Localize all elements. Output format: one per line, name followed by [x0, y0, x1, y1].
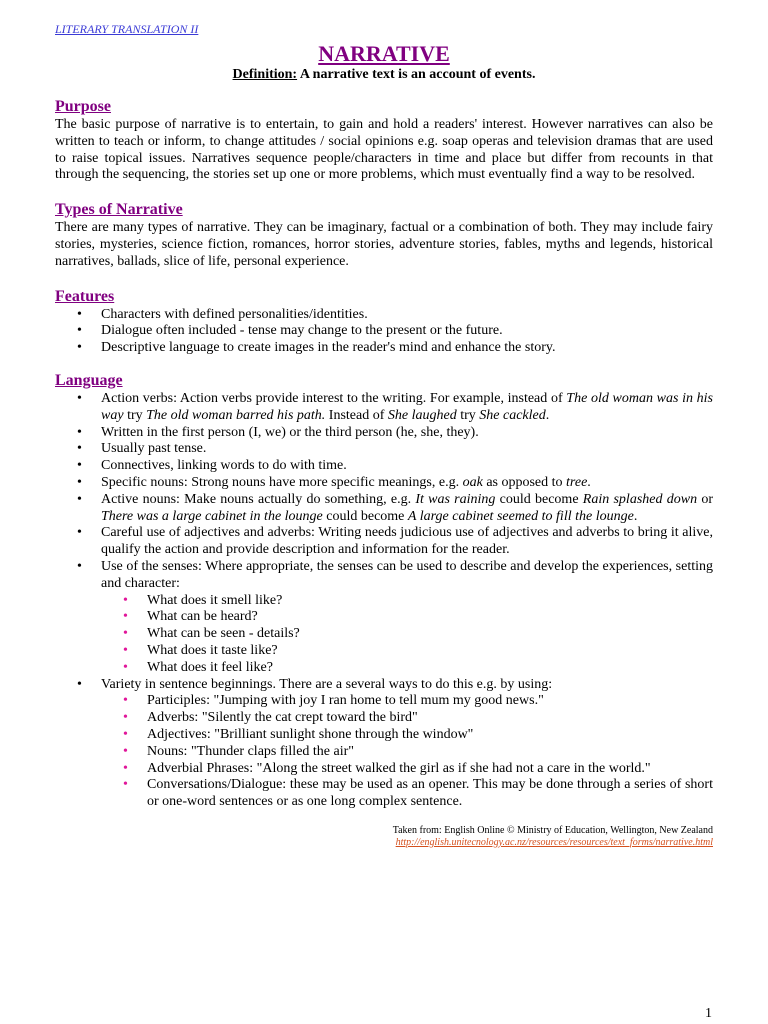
list-item: • Nouns: "Thunder claps filled the air"	[147, 744, 713, 761]
list-item: • Adverbs: "Silently the cat crept toward the bird"	[147, 710, 713, 727]
list-item: • Participles: "Jumping with joy I ran home to tell mum my good news."	[147, 693, 713, 710]
text-run: try	[123, 407, 147, 423]
list-item: • Dialogue often included - tense may change to the present or the future.	[101, 323, 713, 340]
senses-sublist	[101, 593, 713, 677]
text-run: Active nouns: Make nouns actually do something, e.g.	[101, 491, 416, 507]
features-heading: Features	[55, 287, 115, 305]
text-run: She laughed	[387, 407, 457, 423]
list-item: • Conversations/Dialogue: these may be used as an opener. This may be done through a series of short or one-word sentences or as one long complex sentence.	[147, 777, 713, 811]
language-list	[55, 391, 713, 811]
list-item: • Descriptive language to create images in the reader's mind and enhance the story.	[101, 340, 713, 357]
text-run: could become	[322, 508, 408, 524]
list-item: • Characters with defined personalities/identities.	[101, 307, 713, 324]
text-run: A large cabinet seemed to fill the lounge	[407, 508, 634, 524]
variety-sublist	[101, 693, 713, 811]
text-run: .	[587, 474, 591, 490]
definition-label: Definition:	[232, 67, 298, 82]
action-verbs-item	[101, 391, 713, 425]
list-item: • Adverbial Phrases: "Along the street walked the girl as if she had not a care in the world."	[147, 761, 713, 778]
source-attribution	[55, 825, 713, 849]
variety-item	[101, 677, 713, 811]
text-run: Instead of	[325, 407, 388, 423]
text-run: The old woman barred his path.	[146, 407, 326, 423]
purpose-text: The basic purpose of narrative is to entertain, to gain and hold a readers' interest. However narratives can also be written to teach or inform, to change attitudes / social opinions e.g. soap operas and television dramas that are used to raise topical issues. Narratives sequence people/characters in time and place but differ from recounts in that through the sequencing, the stories set up one or more problems, which must eventually find a way to be resolved.	[55, 117, 713, 183]
list-item: • Connectives, linking words to do with time.	[101, 458, 713, 475]
list-item: • Written in the first person (I, we) or the third person (he, she, they).	[101, 425, 713, 442]
course-header-link[interactable]: LITERARY TRANSLATION II	[55, 22, 199, 36]
list-item: • Adjectives: "Brilliant sunlight shone through the window"	[147, 727, 713, 744]
list-item: • Usually past tense.	[101, 441, 713, 458]
types-text: There are many types of narrative. They can be imaginary, factual or a combination of both. They may include fairy stories, mysteries, science fiction, romances, horror stories, adventure stories, fables, myths and legends, historical narratives, ballads, slice of life, personal experience.	[55, 220, 713, 269]
text-run: as opposed to	[482, 474, 567, 490]
specific-nouns-item	[101, 475, 713, 492]
text-run: Specific nouns: Strong nouns have more specific meanings, e.g.	[101, 474, 463, 490]
list-item: • What can be heard?	[147, 609, 713, 626]
text-run: Action verbs: Action verbs provide interest to the writing. For example, instead of	[101, 390, 567, 406]
senses-item	[101, 559, 713, 677]
text-run: or	[697, 491, 713, 507]
source-text: Taken from: English Online © Ministry of Education, Wellington, New Zealand	[392, 824, 713, 836]
list-item: • What does it smell like?	[147, 593, 713, 610]
list-item: • What does it feel like?	[147, 660, 713, 677]
list-item: • What can be seen - details?	[147, 626, 713, 643]
text-run: .	[545, 407, 550, 423]
active-nouns-item	[101, 492, 713, 526]
list-item: • What does it taste like?	[147, 643, 713, 660]
source-url-link[interactable]: http://english.unitecnology.ac.nz/resources/resources/text_forms/narrative.html	[395, 836, 713, 848]
list-item: • Careful use of adjectives and adverbs: Writing needs judicious use of adjectives and adverbs to bring it alive, qualify the action and provide description and information for the reader.	[101, 525, 713, 559]
text-run: The old woman was in his way	[101, 390, 713, 423]
text-run: She cackled	[479, 407, 546, 423]
document-page	[55, 20, 713, 849]
purpose-heading: Purpose	[55, 98, 111, 115]
senses-text: Use of the senses: Where appropriate, the senses can be used to describe and develop the experiences, setting and character:	[101, 558, 713, 591]
text-run: .	[633, 508, 638, 524]
page-title: NARRATIVE	[318, 41, 450, 66]
page-number: 1	[705, 1006, 712, 1021]
language-heading: Language	[55, 371, 123, 389]
text-run: try	[456, 407, 480, 423]
features-list	[55, 307, 713, 357]
definition-text: A narrative text is an account of events.	[297, 67, 536, 82]
types-heading: Types of Narrative	[55, 201, 183, 219]
text-run: It was raining	[415, 491, 496, 507]
text-run: could become	[495, 491, 583, 507]
definition	[55, 67, 713, 83]
text-run: There was a large cabinet in the lounge	[101, 508, 323, 524]
text-run: oak	[462, 474, 483, 490]
text-run: Rain splashed down	[582, 491, 698, 507]
variety-text: Variety in sentence beginnings. There are a several ways to do this e.g. by using:	[101, 676, 553, 692]
text-run: tree	[566, 474, 588, 490]
